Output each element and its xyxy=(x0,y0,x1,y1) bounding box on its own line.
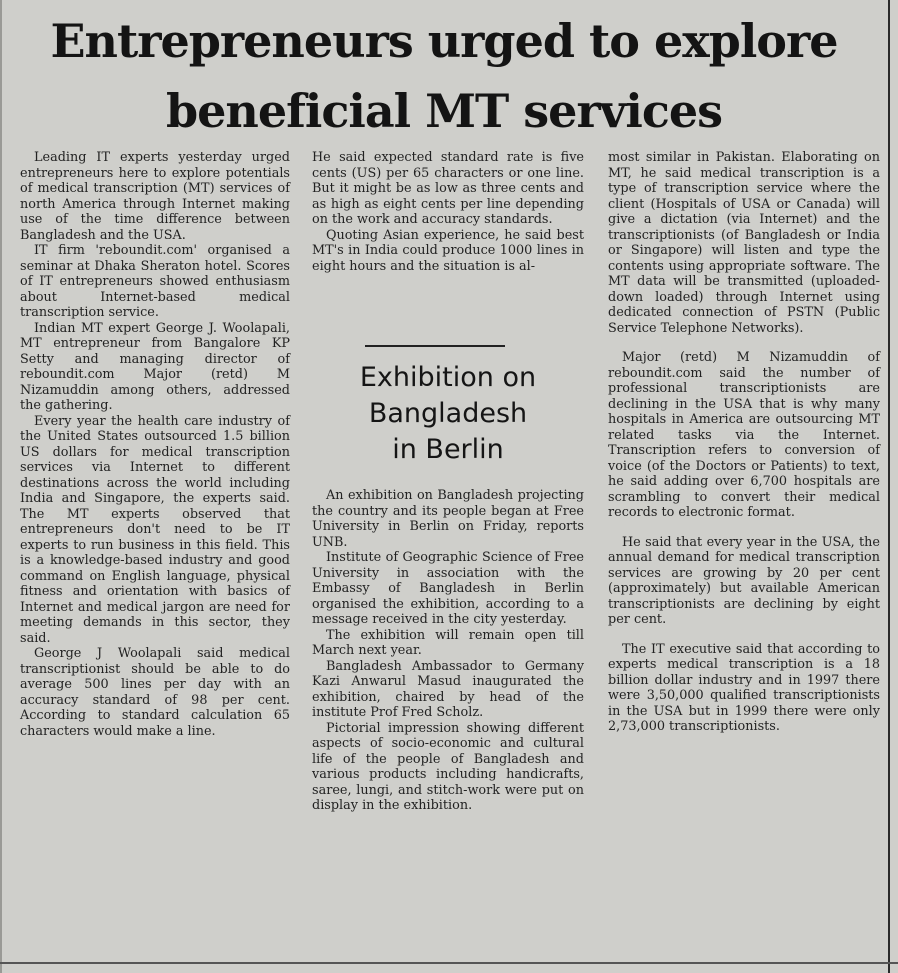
section-divider xyxy=(365,345,505,347)
bottom-rule xyxy=(0,962,898,964)
paragraph: IT firm 'reboundit.com' organised a seminar at Dhaka Sheraton hotel. Scores of IT entrepreneurs showed enthusiasm about Internet-based medical transcription service. xyxy=(20,243,290,320)
article-column-2 xyxy=(312,150,584,274)
paragraph: Quoting Asian experience, he said best MT's in India could produce 1000 lines in eight hours and the situation is al- xyxy=(312,227,584,274)
subheadline-line-3: in Berlin xyxy=(392,434,504,465)
paragraph: Leading IT experts yesterday urged entrepreneurs here to explore potentials of medical transcription (MT) services of north America through Internet making use of the time difference between Bangladesh and the USA. xyxy=(20,150,290,243)
paragraph: He said that every year in the USA, the annual demand for medical transcription services are growing by 20 per cent (approximately) but available American transcriptionists are declining by eight per cent. xyxy=(608,534,880,627)
article-column-3 xyxy=(608,150,880,735)
paragraph: Bangladesh Ambassador to Germany Kazi Anwarul Masud inaugurated the exhibition, chaired by head of the institute Prof Fred Scholz. xyxy=(312,658,584,720)
headline-line-2: beneficial MT services xyxy=(165,84,723,138)
column-rule-right xyxy=(888,0,890,973)
subheadline-line-1: Exhibition on xyxy=(359,362,537,393)
headline-line-1: Entrepreneurs urged to explore xyxy=(50,14,838,68)
exhibition-article xyxy=(312,488,584,814)
paragraph: Indian MT expert George J. Woolapali, MT entrepreneur from Bangalore KP Setty and managing director of reboundit.com Major (retd) M Nizamuddin among others, addressed the gathering. xyxy=(20,320,290,413)
paragraph: Institute of Geographic Science of Free University in association with the Embassy of Bangladesh in Berlin organised the exhibition, according to a message received in the city yesterday. xyxy=(312,550,584,627)
paragraph: The IT executive said that according to experts medical transcription is a 18 billion dollar industry and in 1997 there were 3,50,000 qualified transcriptionists in the USA but in 1999 there were only 2,73,000 transcriptionists. xyxy=(608,641,880,734)
subheadline xyxy=(312,360,584,468)
paragraph: Every year the health care industry of the United States outsourced 1.5 billion US dollars for medical transcription services via Internet to different destinations across the world including India and Singapore, the experts said. The MT experts observed that entrepreneurs don't need to be IT experts to run business in this field. This is a knowledge-based industry and good command on English language, physical fitness and orientation with basics of Internet and medical jargon are need for meeting demands in this sector, they said. xyxy=(20,413,290,646)
paragraph: Major (retd) M Nizamuddin of reboundit.com said the number of professional transcriptionists are declining in the USA that is why many hospitals in America are outsourcing MT related tasks via the Internet. Transcription refers to conversion of voice (of the Doctors or Patients) to text, he said adding over 6,700 hospitals are scrambling to convert their medical records to electronic format. xyxy=(608,350,880,520)
left-edge-rule xyxy=(0,0,2,973)
subheadline-line-2: Bangladesh xyxy=(368,398,528,429)
paragraph: most similar in Pakistan. Elaborating on MT, he said medical transcription is a type of transcription service where the client (Hospitals of USA or Canada) will give a dictation (via Internet) and the transcriptionists (of Bangladesh or India or Singapore) will listen and type the contents using appropriate software. The MT data will be transmitted (uploaded-down loaded) through Internet using dedicated connection of PSTN (Public Service Telephone Networks). xyxy=(608,150,880,336)
paragraph: The exhibition will remain open till March next year. xyxy=(312,627,584,658)
article-column-1 xyxy=(20,150,290,739)
paragraph: George J Woolapali said medical transcriptionist should be able to do average 500 lines per day with an accuracy standard of 98 per cent. According to standard calculation 65 characters would make a line. xyxy=(20,646,290,739)
paragraph: He said expected standard rate is five cents (US) per 65 characters or one line. But it might be as low as three cents and as high as eight cents per line depending on the work and accuracy standards. xyxy=(312,150,584,227)
paragraph: An exhibition on Bangladesh projecting the country and its people began at Free University in Berlin on Friday, reports UNB. xyxy=(312,488,584,550)
paragraph: Pictorial impression showing different aspects of socio-economic and cultural life of the people of Bangladesh and various products including handicrafts, saree, lungi, and stitch-work were put on display in the exhibition. xyxy=(312,720,584,813)
